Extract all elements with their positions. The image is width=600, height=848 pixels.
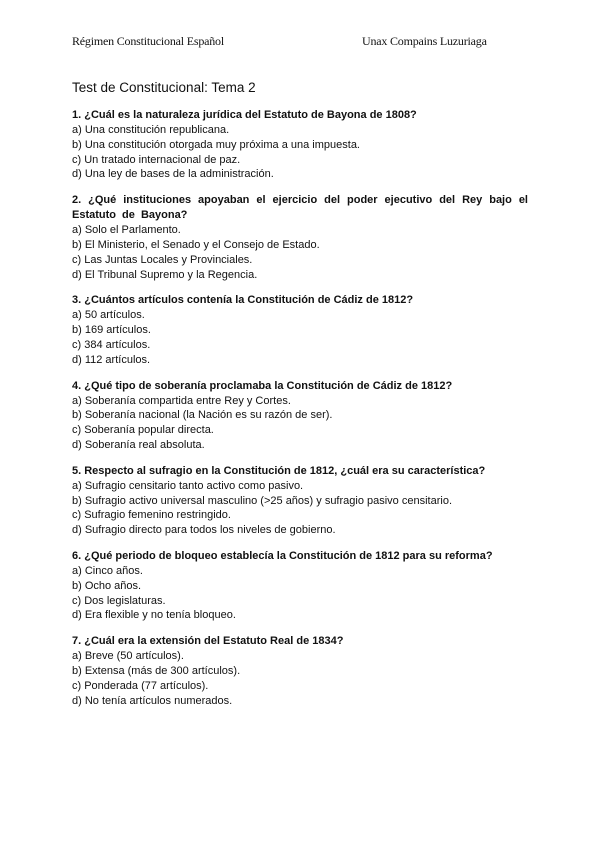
option-b: b) Soberanía nacional (la Nación es su razón de ser). [72,409,333,422]
question-6 [72,549,528,623]
option-d: d) Una ley de bases de la administración. [72,168,274,181]
option-d: d) Sufragio directo para todos los niveles de gobierno. [72,524,336,537]
header-course-name: Régimen Constitucional Español [72,34,224,48]
question-text: 1. ¿Cuál es la naturaleza jurídica del Estatuto de Bayona de 1808? [72,109,417,121]
option-b: b) Ocho años. [72,579,142,592]
option-a: a) Sufragio censitario tanto activo como pasivo. [72,479,304,492]
option-a: a) Solo el Parlamento. [72,224,181,237]
option-b: b) 169 artículos. [72,324,151,337]
question-3 [72,293,528,367]
option-b: b) Una constitución otorgada muy próxima a una impuesta. [72,138,360,151]
question-5 [72,464,528,538]
option-d: d) No tenía artículos numerados. [72,694,233,707]
option-d: d) 112 artículos. [72,353,151,366]
question-2 [72,193,528,282]
question-text: 7. ¿Cuál era la extensión del Estatuto Real de 1834? [72,635,344,648]
question-text: 3. ¿Cuántos artículos contenía la Constitución de Cádiz de 1812? [72,294,414,307]
option-c: c) Un tratado internacional de paz. [72,153,241,166]
option-c: c) Soberanía popular directa. [72,424,214,437]
option-a: a) Cinco años. [72,564,143,577]
option-a: a) Breve (50 artículos). [72,650,184,663]
question-1 [72,108,528,182]
option-c: c) Ponderada (77 artículos). [72,679,209,692]
question-list [72,108,528,719]
option-d: d) Era flexible y no tenía bloqueo. [72,609,236,622]
option-d: d) El Tribunal Supremo y la Regencia. [72,268,258,281]
option-a: a) 50 artículos. [72,309,145,322]
option-b: b) Extensa (más de 300 artículos). [72,664,241,677]
question-text: 2. ¿Qué instituciones apoyaban el ejercicio del poder ejecutivo del Rey bajo el Estatuto de Bayona? [72,194,528,222]
option-c: c) Dos legislaturas. [72,594,166,607]
question-4 [72,379,528,453]
document-title: Test de Constitucional: Tema 2 [72,80,256,95]
option-c: c) Las Juntas Locales y Provinciales. [72,253,253,266]
option-b: b) Sufragio activo universal masculino (>25 años) y sufragio pasivo censitario. [72,494,452,507]
option-c: c) Sufragio femenino restringido. [72,509,231,522]
question-text: 6. ¿Qué periodo de bloqueo establecía la Constitución de 1812 para su reforma? [72,549,493,562]
option-d: d) Soberanía real absoluta. [72,438,205,451]
question-7 [72,634,528,708]
option-a: a) Soberanía compartida entre Rey y Cortes. [72,394,291,407]
question-text: 4. ¿Qué tipo de soberanía proclamaba la Constitución de Cádiz de 1812? [72,379,453,392]
option-b: b) El Ministerio, el Senado y el Consejo de Estado. [72,238,320,251]
question-text: 5. Respecto al sufragio en la Constitución de 1812, ¿cuál era su característica? [72,464,486,477]
option-c: c) 384 artículos. [72,338,151,351]
header-author-name: Unax Compains Luzuriaga [362,34,487,48]
option-a: a) Una constitución republicana. [72,124,230,136]
